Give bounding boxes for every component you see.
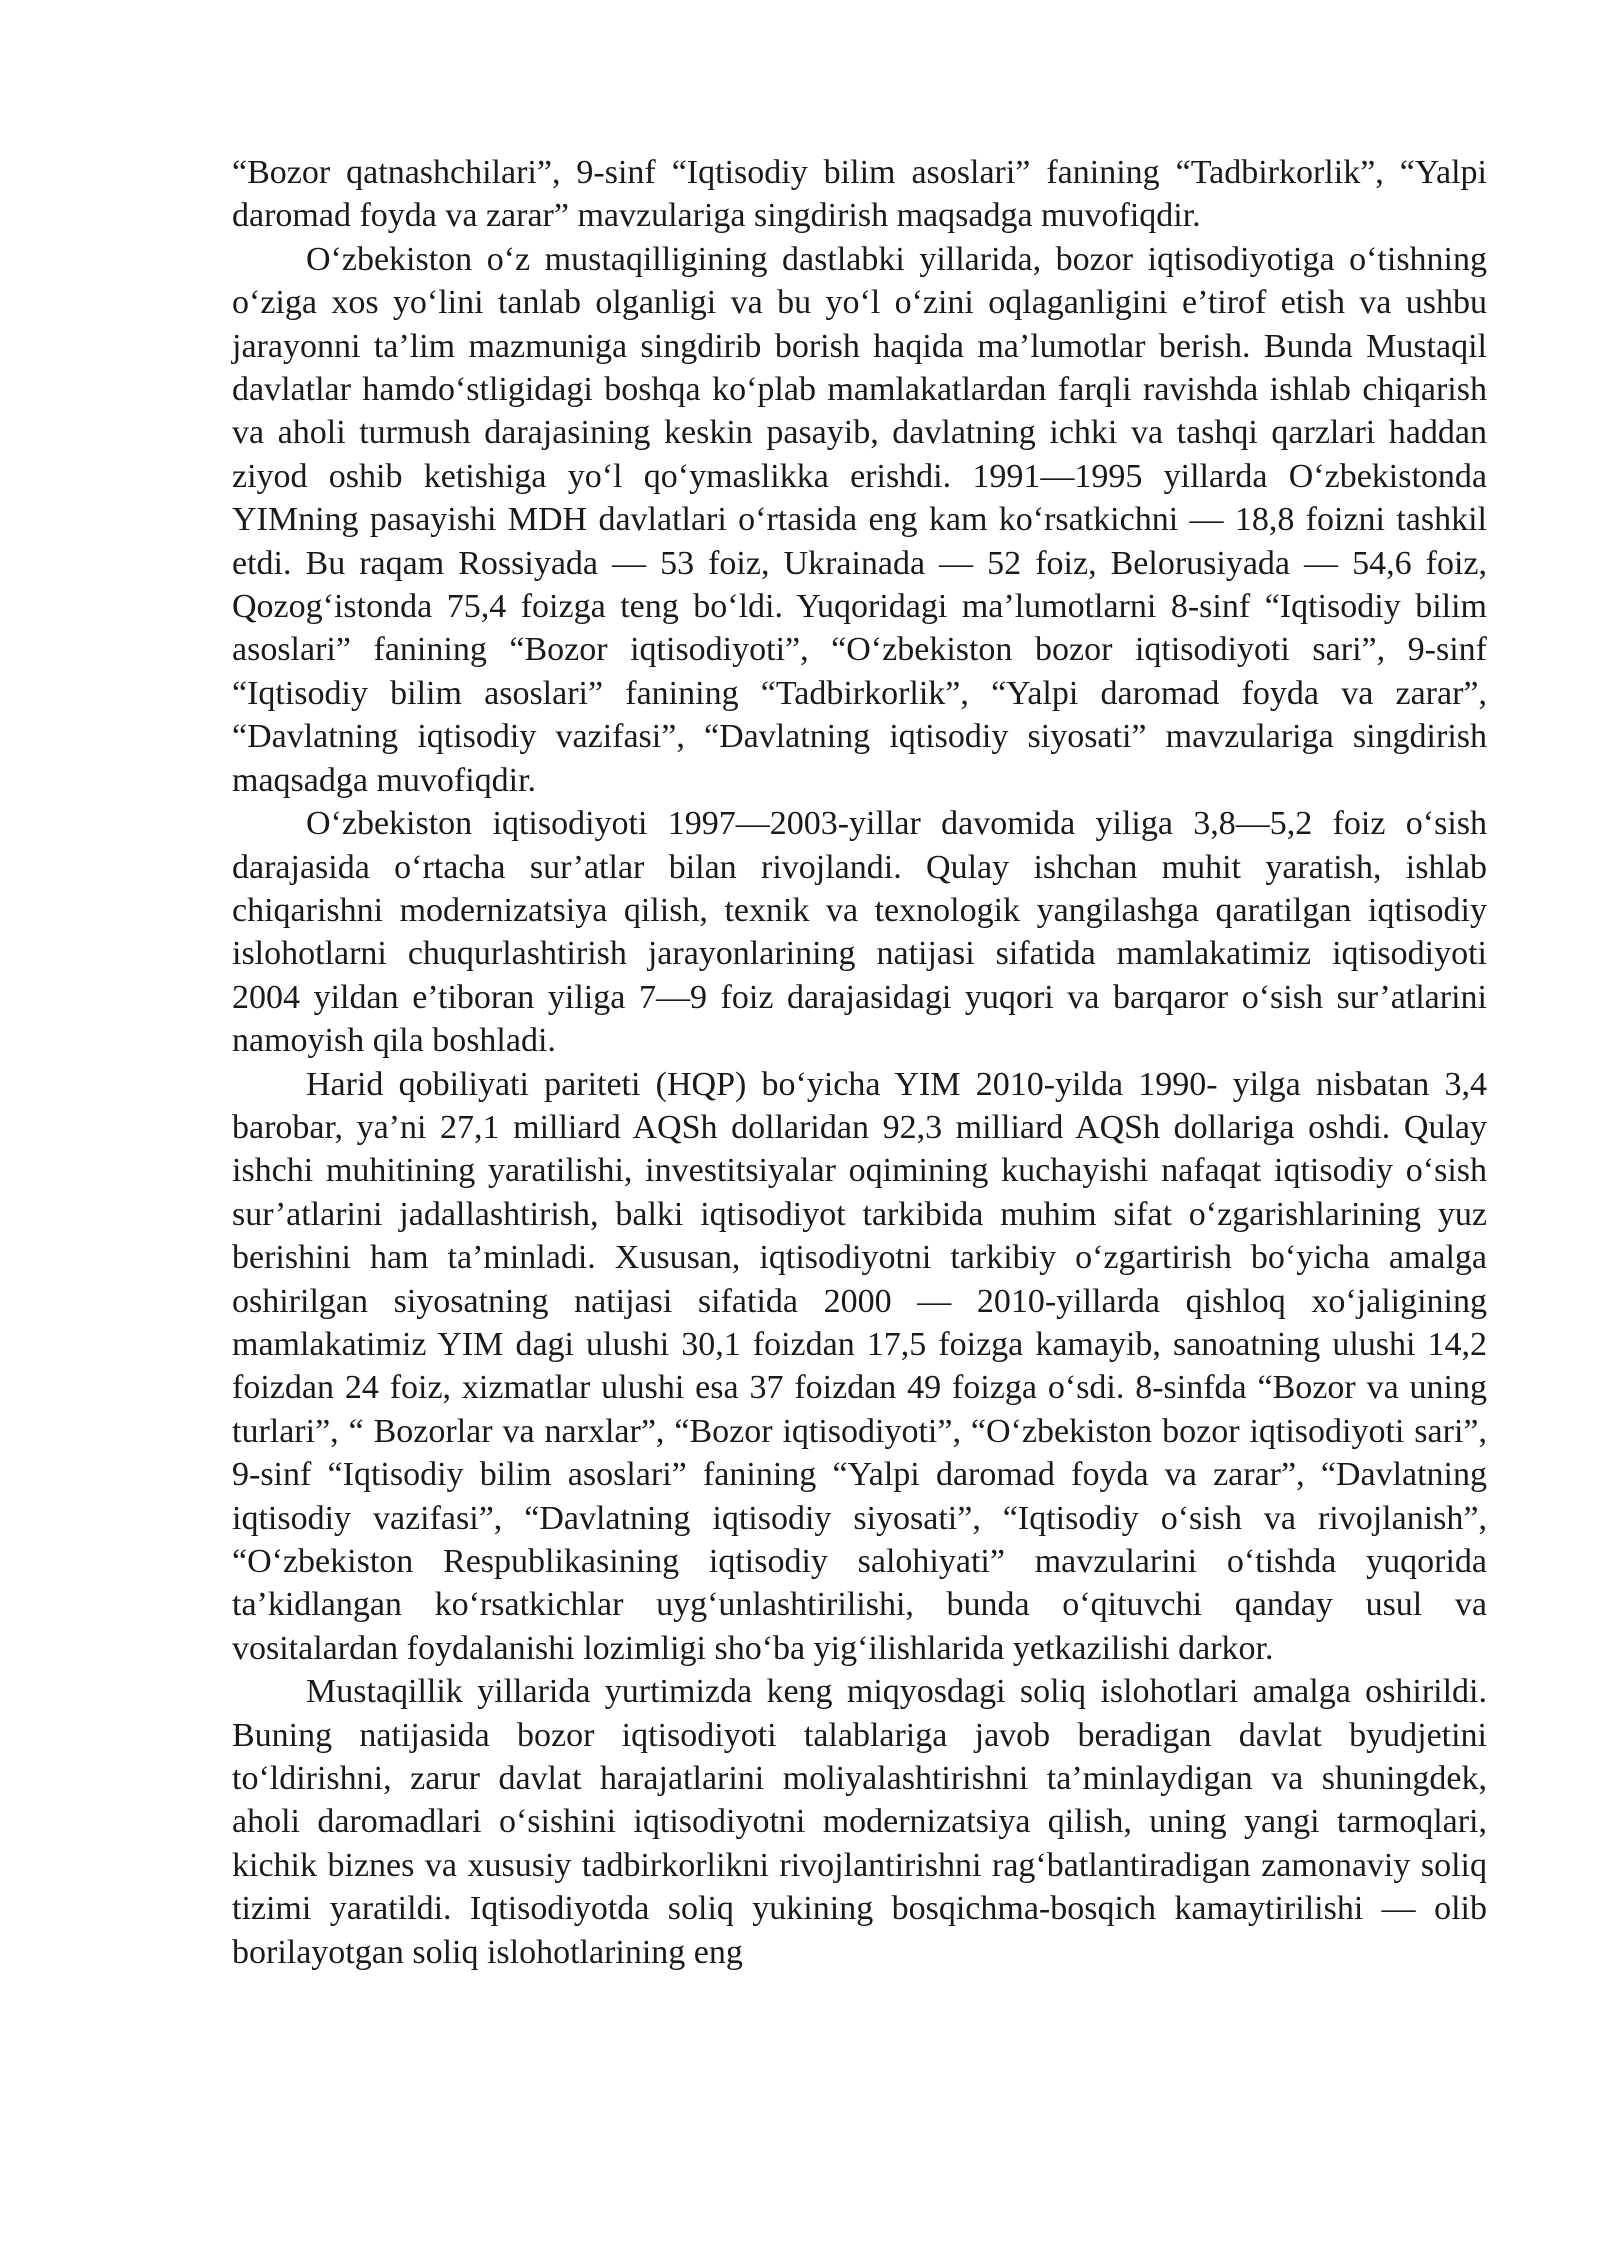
paragraph-5: Mustaqillik yillarida yurtimizda keng miqyosdagi soliq islohotlari amalga oshirildi. Buning natijasida bozor iqtisodiyoti talablariga javob beradigan davlat byudjetini to‘ldirishni, zarur davlat harajatlarini moliyalashtirishni ta’minlaydigan va shuningdek, aholi daromadlari o‘sishini iqtisodiyotni modernizatsiya qilish, uning yangi tarmoqlari, kichik biznes va xususiy tadbirkorlikni rivojlantirishni rag‘batlantiradigan zamonaviy soliq tizimi yaratildi. Iqtisodiyotda soliq yukining bosqichma-bosqich kamaytirilishi — olib borilayotgan soliq islohotlarining eng <box>232 1673 1487 1971</box>
paragraph-1: “Bozor qatnashchilari”, 9-sinf “Iqtisodiy bilim asoslari” fanining “Tadbirkorlik”, “Yalpi daromad foyda va zarar” mavzulariga singdirish maqsadga muvofiqdir. <box>232 154 1487 235</box>
document-page <box>232 151 1487 1974</box>
paragraph-2: O‘zbekiston o‘z mustaqilligining dastlabki yillarida, bozor iqtisodiyotiga o‘tishning o‘ziga xos yo‘lini tanlab olganligi va bu yo‘l o‘zini oqlaganligini e’tirof etish va ushbu jarayonni ta’lim mazmuniga singdirib borish haqida ma’lumotlar berish. Bunda Mustaqil davlatlar hamdo‘stligidagi boshqa ko‘plab mamlakatlardan farqli ravishda ishlab chiqarish va aholi turmush darajasining keskin pasayib, davlatning ichki va tashqi qarzlari haddan ziyod oshib ketishiga yo‘l qo‘ymaslikka erishdi. 1991—1995 yillarda O‘zbekistonda YIMning pasayishi MDH davlatlari o‘rtasida eng kam ko‘rsatkichni — 18,8 foizni tashkil etdi. Bu raqam Rossiyada — 53 foiz, Ukrainada — 52 foiz, Belorusiyada — 54,6 foiz, Qozog‘istonda 75,4 foizga teng bo‘ldi. Yuqoridagi ma’lumotlarni 8-sinf “Iqtisodiy bilim asoslari” fanining “Bozor iqtisodiyoti”, “O‘zbekiston bozor iqtisodiyoti sari”, 9-sinf “Iqtisodiy bilim asoslari” fanining “Tadbirkorlik”, “Yalpi daromad foyda va zarar”, “Davlatning iqtisodiy vazifasi”, “Davlatning iqtisodiy siyosati” mavzulariga singdirish maqsadga muvofiqdir. <box>232 240 1487 799</box>
paragraph-3: O‘zbekiston iqtisodiyoti 1997—2003-yillar davomida yiliga 3,8—5,2 foiz o‘sish darajasida o‘rtacha sur’atlar bilan rivojlandi. Qulay ishchan muhit yaratish, ishlab chiqarishni modernizatsiya qilish, texnik va texnologik yangilashga qaratilgan iqtisodiy islohotlarni chuqurlashtirish jarayonlarining natijasi sifatida mamlakatimiz iqtisodiyoti 2004 yildan e’tiboran yiliga 7—9 foiz darajasidagi yuqori va barqaror o‘sish sur’atlarini namoyish qila boshladi. <box>232 805 1487 1060</box>
paragraph-4: Harid qobiliyati pariteti (HQP) bo‘yicha YIM 2010-yilda 1990- yilga nisbatan 3,4 barobar, ya’ni 27,1 milliard AQSh dollaridan 92,3 milliard AQSh dollariga oshdi. Qulay ishchi muhitining yaratilishi, investitsiyalar oqimining kuchayishi nafaqat iqtisodiy o‘sish sur’atlarini jadallashtirish, balki iqtisodiyot tarkibida muhim sifat o‘zgarishlarining yuz berishini ham ta’minladi. Xususan, iqtisodiyotni tarkibiy o‘zgartirish bo‘yicha amalga oshirilgan siyosatning natijasi sifatida 2000 — 2010-yillarda qishloq xo‘jaligining mamlakatimiz YIM dagi ulushi 30,1 foizdan 17,5 foizga kamayib, sanoatning ulushi 14,2 foizdan 24 foiz, xizmatlar ulushi esa 37 foizdan 49 foizga o‘sdi. 8-sinfda “Bozor va uning turlari”, “ Bozorlar va narxlar”, “Bozor iqtisodiyoti”, “O‘zbekiston bozor iqtisodiyoti sari”, 9-sinf “Iqtisodiy bilim asoslari” fanining “Yalpi daromad foyda va zarar”, “Davlatning iqtisodiy vazifasi”, “Davlatning iqtisodiy siyosati”, “Iqtisodiy o‘sish va rivojlanish”, “O‘zbekiston Respublikasining iqtisodiy salohiyati” mavzularini o‘tishda yuqorida ta’kidlangan ko‘rsatkichlar uyg‘unlashtirilishi, bunda o‘qituvchi qanday usul va vositalardan foydalanishi lozimligi sho‘ba yig‘ilishlarida yetkazilishi darkor. <box>232 1065 1487 1667</box>
